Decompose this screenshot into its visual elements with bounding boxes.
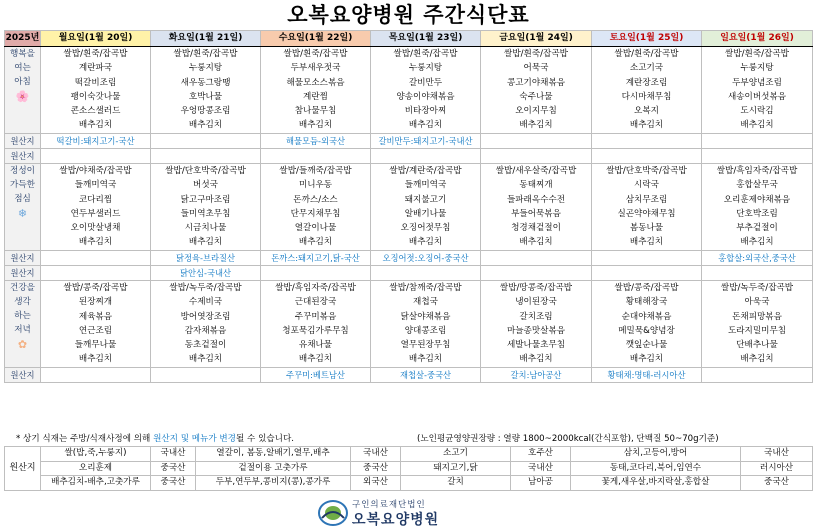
dish-item: 새우동그랑땡 [180, 77, 231, 88]
origin-row-label: 원산지 [5, 134, 41, 149]
origin-cell [481, 266, 592, 281]
menu-cell [481, 164, 592, 251]
dish-item: 들깨미역국 [404, 180, 447, 191]
dish-item: 팽이숙갓나물 [70, 91, 121, 102]
dish-item: 돈까스/소스 [293, 194, 338, 205]
origin-country: 러시아산 [741, 461, 813, 476]
dish-item: 방어엿장조림 [180, 311, 231, 322]
menu-cell [481, 281, 592, 368]
dish-item: 배추김치 [188, 120, 223, 131]
dish-item: 새송이버섯볶음 [727, 91, 787, 102]
menu-note [4, 432, 812, 446]
origin-cell: 재첩살-중국산 [371, 368, 481, 383]
dish-item: 도시락김 [740, 106, 774, 117]
origin-country: 국내산 [351, 447, 401, 462]
menu-cell [261, 164, 371, 251]
dish-item: 쌀밥/흑임자죽/잡곡밥 [716, 166, 798, 176]
menu-cell [592, 281, 702, 368]
dish-item: 시금치나물 [184, 223, 227, 234]
dish-item: 우엉땅콩조림 [180, 106, 231, 117]
dish-item: 아욱국 [744, 297, 770, 308]
menu-cell [702, 47, 813, 134]
origin-cell [41, 266, 151, 281]
origin-cell: 홍합살:외국산,중국산 [702, 251, 813, 266]
dish-item: 참나물무침 [294, 106, 337, 117]
dish-item: 냉이된장국 [515, 297, 557, 308]
change-notice: * 상기 식재는 주방/식재사정에 의해 원산지 및 메뉴가 변경될 수 있습니다. [16, 434, 295, 444]
dish-item: 된장찌개 [78, 297, 113, 308]
dish-item: 쌀밥/콩죽/잡곡밥 [614, 283, 679, 293]
menu-cell [702, 164, 813, 251]
dish-item: 쌀밥/녹두죽/잡곡밥 [720, 283, 794, 293]
origin-country: 중국산 [351, 461, 401, 476]
dish-item: 비타장아찌 [404, 106, 447, 117]
dish-item: 쌀밥/흰죽/잡곡밥 [173, 49, 238, 59]
dish-item: 쌀밥/흰죽/잡곡밥 [393, 49, 458, 59]
meal-label [5, 47, 41, 134]
dish-item: 열갈이나물 [294, 223, 337, 234]
origin-ingredient: 오리훈제 [41, 461, 151, 476]
dish-item: 들파래옥수수전 [506, 194, 566, 205]
logo-name: 오복요양병원 [352, 512, 440, 528]
menu-cell [592, 47, 702, 134]
dish-item: 쌀밥/흰죽/잡곡밥 [504, 49, 568, 59]
dish-item: 마늘종맛살볶음 [506, 325, 566, 336]
origin-cell: 해물모듬-외국산 [261, 134, 371, 149]
origin-country: 국내산 [741, 447, 813, 462]
dish-item: 누룽지탕 [740, 63, 774, 74]
dish-item: 배추김치 [188, 237, 223, 248]
meal-label-text: 정성이 가득한 점심 [10, 166, 35, 204]
dish-item: 다시마채무침 [621, 91, 672, 102]
dish-item: 오징어젓무침 [400, 223, 451, 234]
dish-item: 들깨미역국 [74, 180, 117, 191]
dish-item: 쌀밥/단호박죽/잡곡밥 [165, 166, 246, 176]
dish-item: 배추김치 [629, 354, 664, 365]
dish-item: 재첩국 [413, 297, 438, 308]
origin-cell [261, 149, 371, 164]
dish-item: 수제비국 [188, 297, 223, 308]
dish-item: 콘소스샐러드 [70, 106, 121, 117]
origin-cell [151, 149, 261, 164]
origin-cell: 주꾸미:베트남산 [261, 368, 371, 383]
dish-item: 오이맛살냉채 [70, 223, 121, 234]
dish-item: 배추김치 [740, 120, 774, 131]
day-header: 화요일(1월 21일) [151, 31, 261, 47]
dish-item: 동태찌개 [519, 180, 553, 191]
dish-item: 쌀밥/야채죽/잡곡밥 [59, 166, 132, 176]
menu-cell [371, 164, 481, 251]
dish-item: 해물모소스볶음 [286, 77, 345, 88]
dish-item: 감자채볶음 [184, 325, 227, 336]
weekly-menu-table [4, 30, 813, 383]
meal-label-text: 건강을 생각 하는 저녁 [10, 283, 35, 335]
dish-item: 부추겉절이 [736, 223, 778, 234]
origin-cell [371, 149, 481, 164]
dish-item: 배추김치 [629, 237, 664, 248]
origin-cell [41, 368, 151, 383]
origin-cell [371, 266, 481, 281]
dish-item: 배추김치 [298, 120, 333, 131]
origin-country: 호주산 [511, 447, 571, 462]
dish-item: 오리훈제야채볶음 [723, 194, 791, 205]
origin-row-label: 원산지 [5, 251, 41, 266]
origin-cell [261, 266, 371, 281]
origin-ingredient: 동태,코다리,북어,임연수 [571, 461, 741, 476]
origin-ingredient: 열갈이, 봄동,알배기,열무,배추 [196, 447, 351, 462]
menu-cell [151, 47, 261, 134]
dish-item: 쌀밥/흰죽/잡곡밥 [725, 49, 789, 59]
flower-icon: ❄ [17, 207, 28, 220]
menu-cell [41, 47, 151, 134]
dish-item: 황태해장국 [625, 297, 668, 308]
origin-cell [702, 134, 813, 149]
origin-row-label: 원산지 [5, 149, 41, 164]
dish-item: 숙주나물 [519, 91, 553, 102]
origin-country: 중국산 [151, 476, 196, 491]
dish-item: 들깨무나물 [74, 340, 117, 351]
dish-item: 도라지밀미무침 [727, 325, 787, 336]
dish-item: 쌀밥/계란죽/잡곡밥 [389, 166, 462, 176]
day-header: 목요일(1월 23일) [371, 31, 481, 47]
origin-country: 중국산 [151, 461, 196, 476]
dish-item: 쌀밥/땅콩죽/잡곡밥 [499, 283, 573, 293]
dish-item: 배추김치 [629, 120, 664, 131]
dish-item: 시락국 [634, 180, 659, 191]
origin-cell: 갈비만두:돼지고기-국내산 [371, 134, 481, 149]
page-title: 오복요양병원 주간식단표 [287, 3, 530, 27]
dish-item: 계란장조림 [625, 77, 668, 88]
origin-country: 국내산 [511, 461, 571, 476]
origin-cell [481, 134, 592, 149]
dish-item: 청포묵김가루무침 [282, 325, 349, 336]
dish-item: 배추김치 [298, 237, 333, 248]
origin-cell [592, 266, 702, 281]
dish-item: 제육볶음 [78, 311, 113, 322]
dish-item: 호박나물 [188, 91, 223, 102]
origin-ingredient: 쌀(밥,죽,누룽지) [41, 447, 151, 462]
menu-cell [41, 164, 151, 251]
dish-item: 쌀밥/흰죽/잡곡밥 [614, 49, 679, 59]
dish-item: 쌀밥/새우살죽/잡곡밥 [495, 166, 577, 176]
dish-item: 실곤약야채무침 [617, 208, 676, 219]
dish-item: 봄동나물 [629, 223, 664, 234]
origin-table [4, 446, 813, 491]
menu-cell [261, 47, 371, 134]
dish-item: 양대콩조림 [404, 325, 447, 336]
dish-item: 유채나물 [298, 340, 333, 351]
dish-item: 순대야채볶음 [621, 311, 672, 322]
origin-cell [702, 149, 813, 164]
dish-item: 동초겉절이 [184, 340, 227, 351]
logo-icon [318, 500, 348, 526]
dish-item: 들미역초무침 [180, 208, 231, 219]
origin-cell [151, 368, 261, 383]
dish-item: 연근조림 [78, 325, 113, 336]
dish-item: 양송이야채볶음 [396, 91, 455, 102]
dish-item: 배추김치 [519, 237, 553, 248]
dish-item: 연두부샐러드 [70, 208, 121, 219]
dish-item: 오복지 [634, 106, 659, 117]
dish-item: 청경채겉절이 [511, 223, 561, 234]
origin-row-label: 원산지 [5, 266, 41, 281]
dish-item: 두부양념조림 [732, 77, 782, 88]
meal-label [5, 164, 41, 251]
menu-cell [371, 281, 481, 368]
dish-item: 배추김치 [408, 120, 443, 131]
origin-cell: 떡갈비:돼지고기-국산 [41, 134, 151, 149]
dish-item: 쌀밥/흰죽/잡곡밥 [283, 49, 348, 59]
dish-item: 닭살야채볶음 [400, 311, 451, 322]
dish-item: 부들어묵볶음 [511, 208, 561, 219]
day-header: 월요일(1월 20일) [41, 31, 151, 47]
origin-country: 중국산 [741, 476, 813, 491]
dish-item: 쌀밥/흑임자죽/잡곡밥 [275, 283, 356, 293]
dish-item: 오이지무침 [515, 106, 557, 117]
origin-cell [592, 134, 702, 149]
origin-table-label: 원산지 [5, 447, 41, 491]
origin-ingredient: 꽃게,새우살,바지락살,홍합살 [571, 476, 741, 491]
nutrition-note: (노인평균영양권장량 : 열량 1800~2000kcal(간식포함), 단백질 50~70g기준) [417, 434, 719, 444]
day-header: 금요일(1월 24일) [481, 31, 592, 47]
dish-item: 두부새우젓국 [290, 63, 341, 74]
origin-cell: 갈치:남아공산 [481, 368, 592, 383]
origin-ingredient: 겉절이용 고춧가루 [196, 461, 351, 476]
origin-cell: 닭안심-국내산 [151, 266, 261, 281]
dish-item: 배추김치 [408, 237, 443, 248]
dish-item: 깻잎순나물 [625, 340, 668, 351]
origin-ingredient: 삼치,고등어,방어 [571, 447, 741, 462]
year-header: 2025년 [5, 31, 41, 47]
dish-item: 열무된장무침 [400, 340, 451, 351]
dish-item: 배추김치 [408, 354, 443, 365]
dish-item: 쌀밥/녹두죽/잡곡밥 [169, 283, 242, 293]
menu-cell [151, 164, 261, 251]
dish-item: 누룽지탕 [408, 63, 443, 74]
origin-row-label: 원산지 [5, 368, 41, 383]
origin-cell [481, 149, 592, 164]
dish-item: 돈채피망볶음 [732, 311, 782, 322]
dish-item: 콩고기야채볶음 [506, 77, 566, 88]
change-notice-highlight: 원산지 및 메뉴가 변경 [153, 434, 236, 444]
menu-cell [702, 281, 813, 368]
flower-icon: ✿ [17, 338, 28, 351]
dish-item: 닭고구마조림 [180, 194, 231, 205]
dish-item: 미니우동 [298, 180, 333, 191]
dish-item: 계란찜 [303, 91, 328, 102]
dish-item: 쌀밥/단호박죽/잡곡밥 [606, 166, 687, 176]
dish-item: 쌀밥/참깨죽/잡곡밥 [389, 283, 462, 293]
origin-ingredient: 갈치 [401, 476, 511, 491]
dish-item: 삼치무조림 [625, 194, 668, 205]
origin-ingredient: 배추김치-배추,고춧가루 [41, 476, 151, 491]
origin-cell [481, 251, 592, 266]
menu-cell [481, 47, 592, 134]
dish-item: 배추김치 [740, 237, 774, 248]
dish-item: 쌀밥/흰죽/잡곡밥 [63, 49, 128, 59]
origin-ingredient: 돼지고기,닭 [401, 461, 511, 476]
dish-item: 쌀밥/들깨죽/잡곡밥 [279, 166, 352, 176]
menu-cell [371, 47, 481, 134]
origin-cell: 닭정육-브라질산 [151, 251, 261, 266]
dish-item: 단호박조림 [736, 208, 778, 219]
dish-item: 갈비만두 [408, 77, 443, 88]
meal-label [5, 281, 41, 368]
dish-item: 배추김치 [519, 120, 553, 131]
dish-item: 누룽지탕 [188, 63, 223, 74]
origin-country: 남아공 [511, 476, 571, 491]
dish-item: 어묵국 [523, 63, 549, 74]
meal-label-text: 행복을 여는 아침 [10, 49, 35, 87]
dish-item: 배추김치 [519, 354, 553, 365]
dish-item: 버섯국 [193, 180, 218, 191]
dish-item: 소고기국 [629, 63, 664, 74]
dish-item: 배추김치 [78, 120, 113, 131]
hospital-logo [318, 497, 498, 529]
menu-cell [592, 164, 702, 251]
flower-icon: 🌸 [15, 90, 30, 103]
logo-subtitle: 구인의료재단법인 [352, 500, 426, 510]
origin-cell: 돈까스:돼지고기,닭-국산 [261, 251, 371, 266]
dish-item: 주꾸미볶음 [294, 311, 337, 322]
menu-cell [151, 281, 261, 368]
origin-ingredient: 두부,연두부,콩비지(콩),콩가루 [196, 476, 351, 491]
menu-cell [41, 281, 151, 368]
origin-ingredient: 소고기 [401, 447, 511, 462]
dish-item: 쌀밥/콩죽/잡곡밥 [63, 283, 128, 293]
dish-item: 계란파국 [78, 63, 113, 74]
dish-item: 떡갈비조림 [74, 77, 117, 88]
origin-cell [592, 251, 702, 266]
origin-cell [41, 149, 151, 164]
dish-item: 세발나물초무침 [506, 340, 566, 351]
origin-cell [702, 266, 813, 281]
dish-item: 메밀묵&양념장 [618, 325, 675, 336]
origin-cell: 오징어젓:오징어-중국산 [371, 251, 481, 266]
dish-item: 배추김치 [78, 354, 113, 365]
dish-item: 배추김치 [78, 237, 113, 248]
origin-country: 국내산 [151, 447, 196, 462]
dish-item: 돼지불고기 [404, 194, 447, 205]
dish-item: 갈치조림 [519, 311, 553, 322]
dish-item: 단배추나물 [736, 340, 778, 351]
origin-cell [592, 149, 702, 164]
dish-item: 코다리찜 [78, 194, 113, 205]
dish-item: 배추김치 [188, 354, 223, 365]
day-header: 일요일(1월 26일) [702, 31, 813, 47]
dish-item: 배추김치 [740, 354, 774, 365]
dish-item: 단무지채무침 [290, 208, 341, 219]
day-header: 수요일(1월 22일) [261, 31, 371, 47]
dish-item: 홍합살무국 [736, 180, 778, 191]
origin-cell: 황태채:명태-러시아산 [592, 368, 702, 383]
dish-item: 알배기나물 [404, 208, 447, 219]
origin-cell [41, 251, 151, 266]
dish-item: 배추김치 [298, 354, 333, 365]
origin-cell [702, 368, 813, 383]
dish-item: 근대된장국 [294, 297, 337, 308]
origin-cell [151, 134, 261, 149]
day-header: 토요일(1월 25일) [592, 31, 702, 47]
menu-cell [261, 281, 371, 368]
origin-country: 외국산 [351, 476, 401, 491]
